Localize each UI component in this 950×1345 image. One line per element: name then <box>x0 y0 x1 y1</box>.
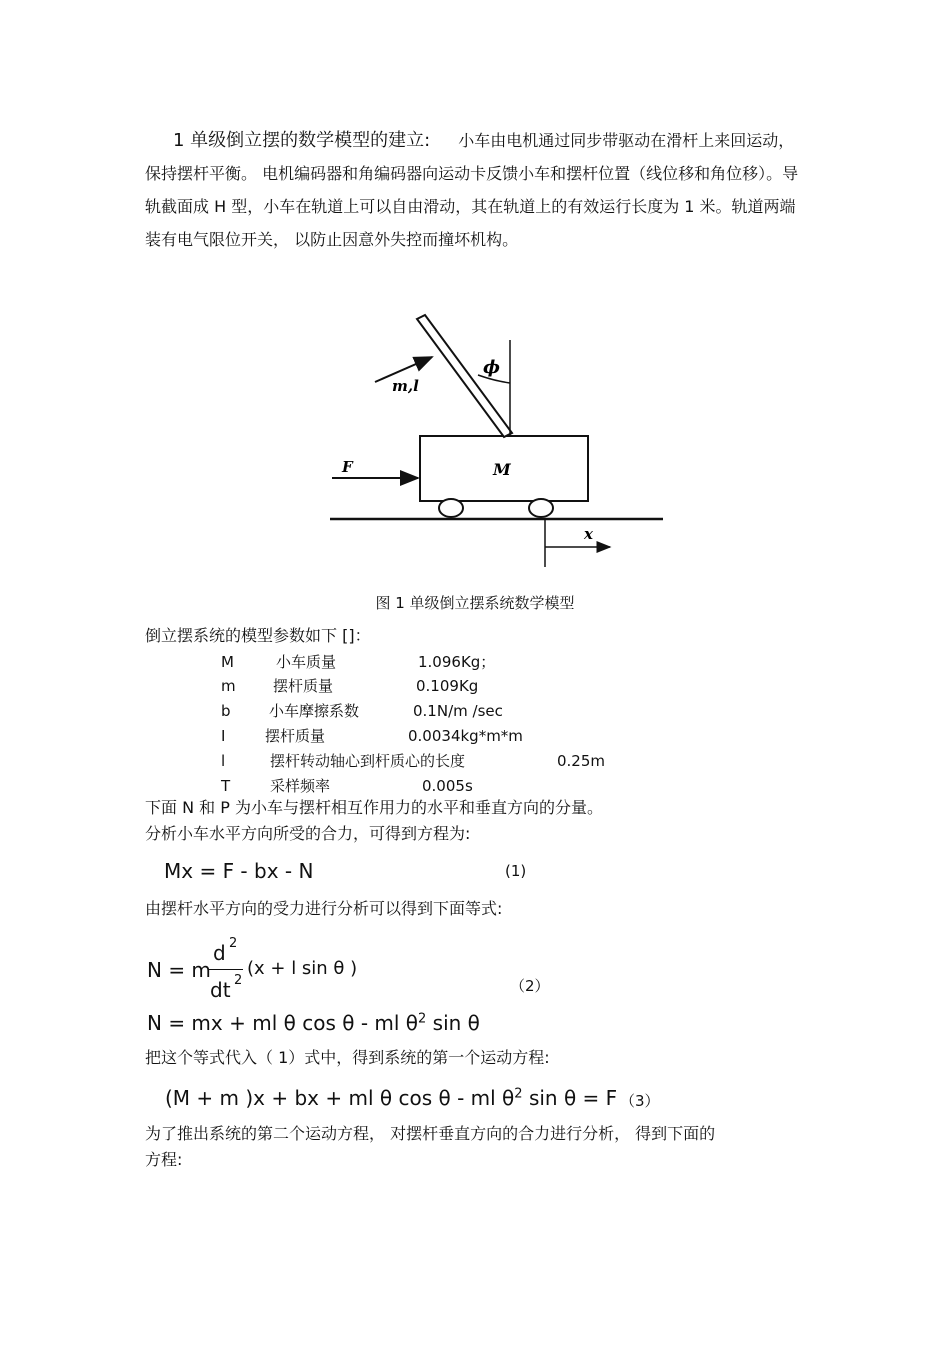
label-x: x <box>584 525 593 543</box>
param-value: 0.1N/m /sec <box>413 702 503 720</box>
body-paragraph-5-cont: 方程: <box>145 1150 183 1169</box>
param-symbol: b <box>221 702 231 720</box>
param-name: 摆杆转动轴心到杆质心的长度 <box>270 752 466 770</box>
param-row <box>0 701 950 721</box>
cart-wheel-left <box>439 499 463 517</box>
param-value: 1.096Kg； <box>418 653 496 671</box>
intro-paragraph <box>145 124 810 256</box>
param-symbol: l <box>221 752 226 770</box>
equation-3-tail: sin θ = F <box>528 1086 618 1110</box>
equation-2b <box>147 1011 480 1035</box>
param-symbol: I <box>221 727 226 745</box>
param-symbol: M <box>221 653 234 671</box>
param-row <box>0 726 950 746</box>
body-paragraph-4: 把这个等式代入（ 1）式中，得到系统的第一个运动方程: <box>145 1048 550 1067</box>
body-paragraph-3: 由摆杆水平方向的受力进行分析可以得到下面等式: <box>145 899 503 918</box>
figure-caption: 图 1 单级倒立摆系统数学模型 <box>375 594 575 612</box>
param-value: 0.25m <box>557 752 606 770</box>
equation-2-number: （2） <box>510 977 550 995</box>
cart-wheel-right <box>529 499 553 517</box>
inverted-pendulum-figure <box>320 305 680 575</box>
param-value: 0.0034kg*m*m <box>408 727 523 745</box>
param-name: 摆杆质量 <box>265 727 326 745</box>
equation-2a-numerator: d <box>213 941 226 965</box>
label-M: M <box>493 460 511 479</box>
label-ml: m,l <box>392 377 419 395</box>
equation-1: Mx = F - bx - N <box>164 859 314 883</box>
section-heading: 1 单级倒立摆的数学模型的建立: <box>173 130 431 151</box>
equation-3-main: (M + m )x + bx + ml θ cos θ - ml θ <box>165 1086 515 1110</box>
param-row <box>0 776 950 796</box>
equation-2a-lhs: N = m <box>147 958 211 982</box>
param-row <box>0 676 950 696</box>
param-name: 小车摩擦系数 <box>269 702 360 720</box>
equation-2a-denominator: dt <box>210 978 231 1002</box>
equation-2b-main: N = mx + ml θ cos θ - ml θ <box>147 1011 419 1035</box>
equation-2b-tail: sin θ <box>432 1011 480 1035</box>
param-symbol: T <box>221 777 231 795</box>
param-symbol: m <box>221 677 236 695</box>
equation-2b-exponent: 2 <box>418 1011 427 1027</box>
param-name: 小车质量 <box>276 653 337 671</box>
label-phi: ϕ <box>483 357 500 378</box>
intro-text: 小车由电机通过同步带驱动在滑杆上来回运动， 保持摆杆平衡。 电机编码器和角编码器向运动卡反馈小车和摆杆位置（线位移和角位移）。导轨截面成 H 型，小车在轨道上可以自由滑动，其在轨道上的有效运行长度为 1 米。轨道两端装有电气限位开关， 以防止因意外失控而撞坏机构。 <box>145 131 799 249</box>
params-intro: 倒立摆系统的模型参数如下 []： <box>145 626 371 645</box>
param-value: 0.005s <box>422 777 473 795</box>
param-row <box>0 652 950 672</box>
label-F: F <box>342 458 353 476</box>
equation-1-number: (1) <box>505 862 527 880</box>
equation-2a-numerator-exponent: 2 <box>229 936 238 951</box>
body-paragraph-1: 下面 N 和 P 为小车与摆杆相互作用力的水平和垂直方向的分量。 <box>145 798 603 817</box>
param-name: 摆杆质量 <box>273 677 334 695</box>
body-paragraph-5: 为了推出系统的第二个运动方程， 对摆杆垂直方向的合力进行分析， 得到下面的 <box>145 1124 716 1143</box>
equation-3 <box>165 1086 617 1110</box>
param-value: 0.109Kg <box>416 677 479 695</box>
param-row <box>0 751 950 771</box>
equation-2a-denominator-exponent: 2 <box>234 973 243 988</box>
body-paragraph-2: 分析小车水平方向所受的合力，可得到方程为: <box>145 824 471 843</box>
equation-3-number: （3） <box>620 1092 660 1110</box>
param-name: 采样频率 <box>270 777 331 795</box>
equation-3-exponent: 2 <box>514 1086 523 1102</box>
fraction-bar <box>209 969 243 970</box>
equation-2a-rhs: (x + l sin θ ) <box>247 958 358 979</box>
